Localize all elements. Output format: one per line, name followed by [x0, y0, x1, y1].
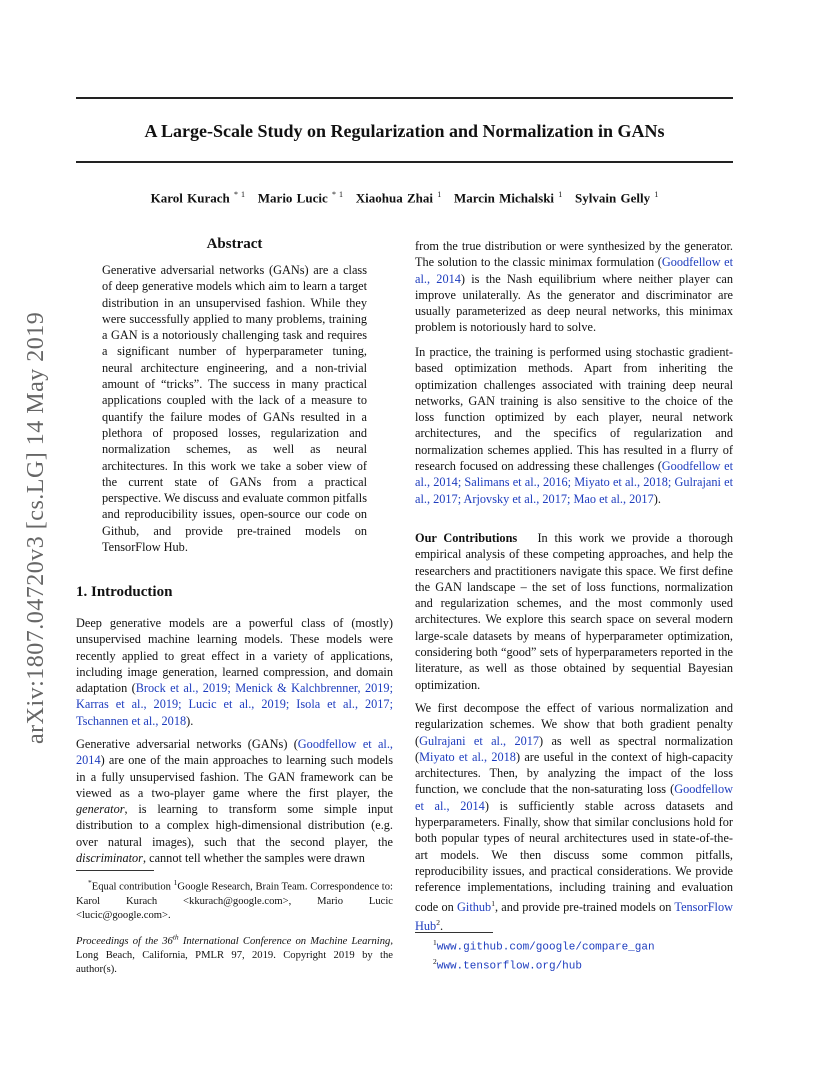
abstract-text: Generative adversarial networks (GANs) are a class of deep generative models which aim to learn a target distribution in an unsupervised fashion. While they were successfully applied to many problems, training a GAN is a notoriously challenging task and requires a significant number of hyperparameter tuning, neural architecture engineering, and a non-trivial amount of “tricks”. The success in many practical applications coupled with the lack of a measure to quantify the failure modes of GANs resulted in a plethora of proposed losses, regularization and normalization schemes, as well as neural architectures. In this work we take a sober view of the current state of GANs from a practical perspective. We discuss and evaluate common pitfalls and reproducibility issues, open-source our code on Github, and provide pre-trained models on TensorFlow Hub.	[102, 263, 367, 555]
author: Xiaohua Zhai	[355, 190, 433, 206]
text-run: , is learning to transform some simple input distribution to a complex high-dimensional distribution (e.g. over natural images), such that the second player, the	[76, 802, 393, 849]
right-paragraph-contributions	[415, 530, 733, 693]
citation-link[interactable]: Brock et al., 2019; Menick & Kalchbrenner, 2019; Karras et al., 2019; Lucic et al., 2019; Isola et al., 2017; Tschannen et al., 2018	[76, 681, 393, 728]
abstract-heading: Abstract	[206, 236, 263, 252]
citation-link[interactable]: Goodfellow et al., 2014	[76, 737, 393, 768]
citation-link[interactable]: Goodfellow et al., 2014	[415, 782, 733, 813]
citation-link[interactable]: Goodfellow et al., 2014	[415, 255, 733, 286]
text-run: ).	[186, 713, 194, 728]
footnote-url-item	[415, 936, 733, 955]
url-link[interactable]: www.tensorflow.org/hub	[436, 960, 582, 973]
text-run: Google Research, Brain Team. Correspondence to: Karol Kurach <kkurach@google.com>, Mario Lucic <lucic@google.com>.	[76, 881, 393, 921]
intro-paragraph-2	[76, 736, 393, 866]
text-run: , Long Beach, California, PMLR 97, 2019. Copyright 2019 by the author(s).	[76, 935, 393, 975]
citation-link[interactable]: Goodfellow et al., 2014; Salimans et al., 2016; Miyato et al., 2018; Gulrajani et al., 2017; Arjovsky et al., 2017; Mao et al., 2017	[415, 459, 733, 506]
footnote-affiliation	[76, 876, 393, 923]
url-link[interactable]: www.github.com/google/compare_gan	[436, 941, 655, 954]
text-run: International Conference on Machine Learning	[178, 935, 391, 947]
footnote-mark: 1	[173, 878, 178, 887]
footnote-mark: 2	[433, 956, 437, 966]
text-run: In practice, the training is performed using stochastic gradient-based optimization methods. Apart from inheriting the optimization challenges associated with training deep neural networks, GAN training is also sensitive to the choice of the loss function optimized by each player, neural network architectures, and the specifics of regularization and normalization schemes applied. This has resulted in a flurry of research focused on addressing these challenges (	[415, 345, 733, 474]
text-run: Generative adversarial networks (GANs) (	[76, 737, 298, 751]
text-run: .	[439, 919, 444, 934]
author: Mario Lucic	[257, 190, 328, 206]
author: Sylvain Gelly	[575, 190, 651, 206]
author-mark: 1	[558, 190, 563, 199]
text-run: We first decompose the effect of various normalization and regularization schemes. We show that both gradient penalty (	[415, 701, 733, 748]
author-mark: 1	[654, 190, 659, 199]
text-run: , cannot tell whether the samples were drawn	[142, 851, 365, 866]
text-run: , and provide pre-trained models on	[494, 899, 675, 914]
emphasis: generator	[76, 802, 125, 817]
footnote-rule-right	[415, 932, 493, 933]
text-run: Deep generative models are a powerful class of (mostly) unsupervised machine learning models. These models were recently applied to great effect in a variety of applications, including image generation, learned compression, and domain adaptation (	[76, 616, 393, 696]
text-run: ).	[653, 491, 661, 506]
text-run: ) as well as spectral normalization (	[415, 733, 733, 764]
text-run: from the true distribution or were synthesized by the generator. The solution to the classic minimax formulation (	[415, 239, 733, 270]
paper-title: A Large-Scale Study on Regularization and Normalization in GANs	[144, 121, 665, 141]
author-list	[76, 190, 733, 206]
right-paragraph-1	[415, 238, 733, 336]
right-paragraph-2	[415, 344, 733, 507]
top-rule	[76, 97, 733, 99]
ordinal-sup: th	[172, 932, 179, 941]
intro-paragraph-1	[76, 615, 393, 729]
citation-link[interactable]: Gulrajani et al., 2017	[419, 733, 540, 748]
footnote-mark: 2	[436, 917, 440, 927]
footnote-mark: 1	[491, 898, 495, 908]
tensorflow-hub-link[interactable]: TensorFlow Hub	[415, 899, 733, 934]
footnote-mark: *	[88, 878, 92, 887]
github-link[interactable]: Github	[457, 899, 492, 914]
author-mark: * 1	[234, 190, 246, 199]
section-heading-introduction: 1. Introduction	[76, 584, 173, 600]
arxiv-side-stamp: arXiv:1807.04720v3 [cs.LG] 14 May 2019	[23, 311, 49, 745]
author-mark: * 1	[332, 190, 343, 199]
footnote-mark: 1	[433, 938, 437, 947]
citation-link[interactable]: Miyato et al., 2018	[419, 749, 516, 764]
title-bottom-rule	[76, 161, 733, 163]
footnotes-urls	[415, 936, 733, 973]
text-run: Equal contribution	[91, 881, 174, 893]
proceedings-note	[76, 930, 393, 977]
emphasis: discriminator	[76, 851, 143, 866]
abstract-body	[102, 262, 367, 555]
text-run: In this work we provide a thorough empirical analysis of these competing approaches, and help the researchers and practitioners navigate this space. We first define the GAN landscape – the set of loss functions, normalization and regularization schemes, and the most commonly used architectures. We explore this search space on several modern large-scale datasets by means of hyperparameter optimization, considering both “good” sets of hyperparameters reported in the literature, as well as those obtained by sequential Bayesian optimization.	[415, 531, 733, 692]
text-run: ) is the Nash equilibrium where neither player can improve unilaterally. As the generator and discriminator are usually parameterized as deep neural networks, this minimax problem is notoriously hard to solve.	[415, 271, 733, 335]
proceedings-venue	[76, 932, 391, 947]
run-in-heading: Our Contributions	[415, 531, 518, 545]
footnote-url-item	[415, 955, 733, 974]
author-mark: 1	[437, 190, 442, 199]
text-run: ) are useful in the context of high-capacity architectures. Then, by analyzing the impact of the loss function, we conclude that the non-saturating loss (	[415, 749, 733, 797]
footnote-rule-left	[76, 870, 154, 871]
author: Marcin Michalski	[453, 190, 555, 206]
right-paragraph-4	[415, 700, 733, 934]
text-run: ) is sufficiently stable across datasets and hyperparameters. Finally, show that similar conclusions hold for both popular types of neural architectures used in state-of-the-art models. We then discuss some common pitfalls, reproducibility issues, and practical considerations. We provide reference implementations, including training and evaluation code on	[415, 798, 733, 914]
author: Karol Kurach	[150, 190, 230, 206]
text-run: Proceedings of the 36	[76, 935, 173, 947]
text-run: ) are one of the main approaches to learning such models in a fully unsupervised fashion. The GAN framework can be viewed as a two-player game where the first player, the	[76, 753, 393, 800]
